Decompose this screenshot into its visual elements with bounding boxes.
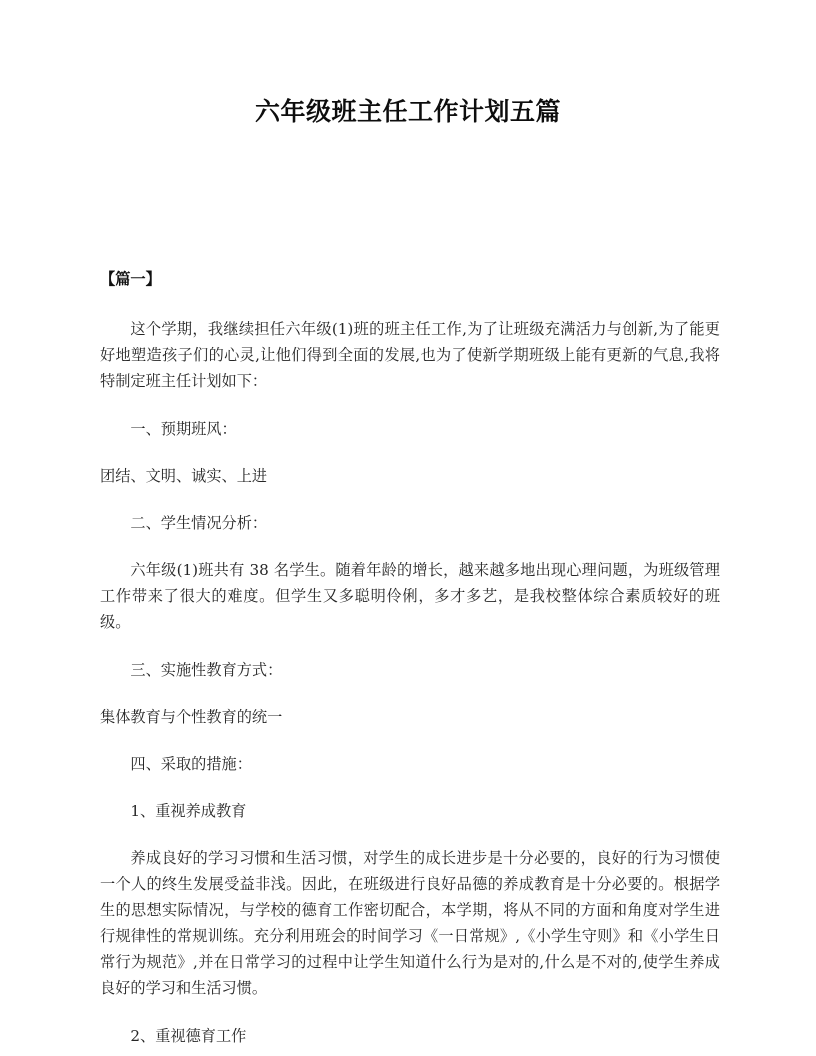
class-spirit-values: 团结、文明、诚实、上进 [100, 467, 268, 485]
measure-item-1: 1、重视养成教育 [130, 802, 247, 820]
section-marker: 【篇一】 [100, 270, 161, 288]
education-method-text: 集体教育与个性教育的统一 [100, 708, 283, 726]
measure-item-2: 2、重视德育工作 [130, 1027, 247, 1045]
heading-expected-class-spirit: 一、预期班风： [130, 420, 237, 438]
heading-measures: 四、采取的措施： [130, 755, 252, 773]
intro-paragraph: 这个学期，我继续担任六年级(1)班的班主任工作,为了让班级充满活力与创新,为了能更好地塑造孩子们的心灵,让他们得到全面的发展,也为了使新学期班级上能有更新的气息,我将特制定班主任计划如下： [100, 320, 720, 390]
student-analysis-paragraph: 六年级(1)班共有 38 名学生。随着年龄的增长，越来越多地出现心理问题，为班级管理工作带来了很大的难度。但学生又多聪明伶俐，多才多艺，是我校整体综合素质较好的班级。 [100, 561, 720, 631]
measure-1-paragraph: 养成良好的学习习惯和生活习惯，对学生的成长进步是十分必要的，良好的行为习惯使一个人的终生发展受益非浅。因此，在班级进行良好品德的养成教育是十分必要的。根据学生的思想实际情况，与学校的德育工作密切配合，本学期，将从不同的方面和角度对学生进行规律性的常规训练。充分利用班会的时间学习《一日常规》,《小学生守则》和《小学生日常行为规范》,并在日常学习的过程中让学生知道什么行为是对的,什么是不对的,使学生养成良好的学习和生活习惯。 [100, 849, 720, 997]
heading-education-method: 三、实施性教育方式： [130, 661, 283, 679]
page-title: 六年级班主任工作计划五篇 [254, 97, 561, 126]
heading-student-analysis: 二、学生情况分析： [130, 514, 268, 532]
document-body [100, 266, 720, 1056]
